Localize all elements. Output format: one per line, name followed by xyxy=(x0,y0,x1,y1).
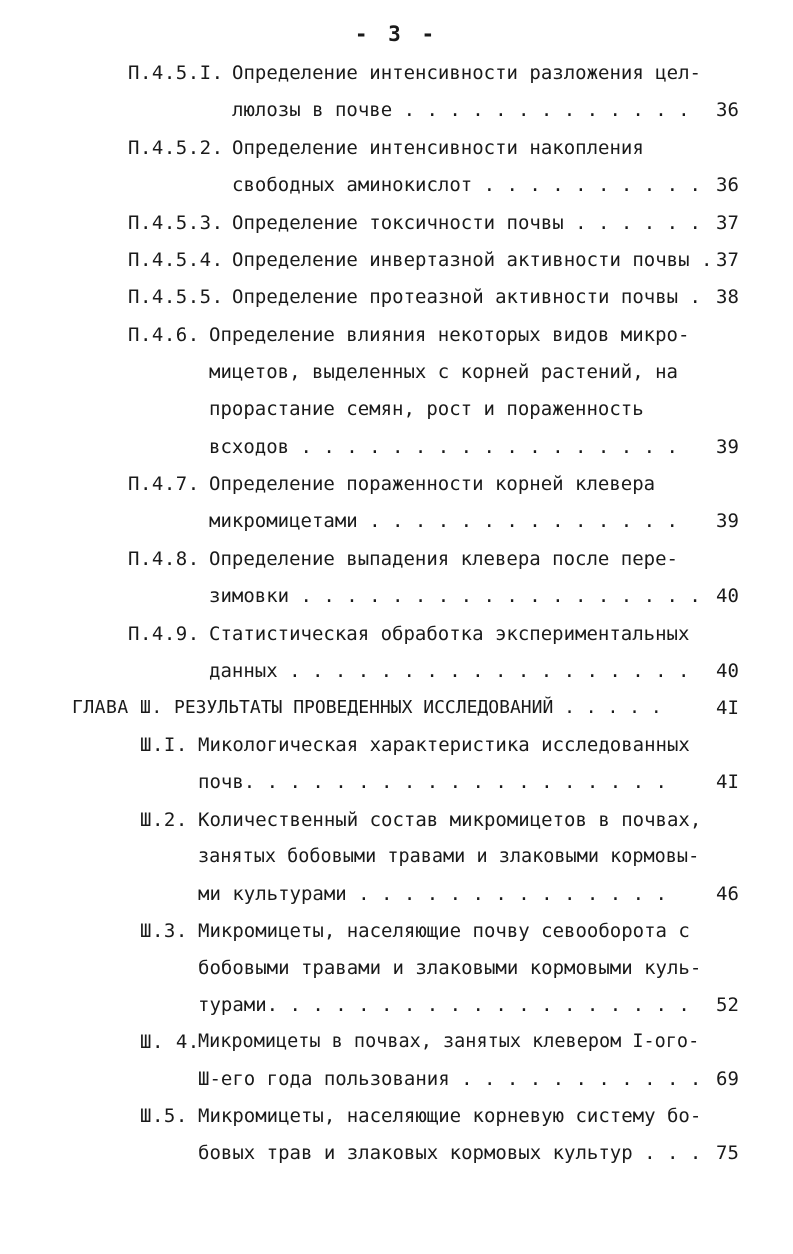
toc-text-line: Определение интенсивности накопления xyxy=(232,137,644,159)
toc-text-line: мицетов, выделенных с корней растений, на xyxy=(209,361,678,383)
toc-page-number: 4I xyxy=(716,697,739,719)
toc-text-line: Статистическая обработка экспериментальных xyxy=(209,623,690,645)
toc-code: П.4.5.I. xyxy=(128,62,224,84)
toc-text-line: Количественный состав микромицетов в почвах, xyxy=(198,809,702,831)
toc-code: П.4.5.2. xyxy=(128,137,224,159)
toc-page-number: 46 xyxy=(716,883,739,905)
chapter-code: ГЛАВА Ш. xyxy=(72,697,163,718)
toc-text-line: бобовыми травами и злаковыми кормовыми куль- xyxy=(198,957,702,979)
toc-code: Ш. 4. xyxy=(140,1031,200,1053)
toc-text-line: Определение токсичности почвы . . . . . . xyxy=(232,212,701,234)
toc-text-line: турами. . . . . . . . . . . . . . . . . . . xyxy=(198,994,690,1016)
toc-code: Ш.3. xyxy=(140,920,188,942)
toc-text-line: зимовки . . . . . . . . . . . . . . . . . . xyxy=(209,585,701,607)
toc-text-line: данных . . . . . . . . . . . . . . . . . . xyxy=(209,660,690,682)
toc-text-line: всходов . . . . . . . . . . . . . . . . . xyxy=(209,436,678,458)
toc-text-line: Определение выпадения клевера после пере- xyxy=(209,548,678,570)
toc-code: Ш.5. xyxy=(140,1105,188,1127)
toc-text-line: Микромицеты, населяющие корневую систему бо- xyxy=(198,1105,702,1127)
toc-code: П.4.5.5. xyxy=(128,286,224,308)
toc-code: П.4.7. xyxy=(128,473,200,495)
toc-page-number: 69 xyxy=(716,1068,739,1090)
chapter-title: РЕЗУЛЬТАТЫ ПРОВЕДЕННЫХ ИССЛЕДОВАНИЙ . . . . . xyxy=(174,697,662,718)
toc-text-line: занятых бобовыми травами и злаковыми кормовы- xyxy=(198,846,700,867)
toc-page-number: 39 xyxy=(716,436,739,458)
toc-page-number: 39 xyxy=(716,510,739,532)
toc-text-line: Определение интенсивности разложения цел- xyxy=(232,62,701,84)
toc-text-line: Определение протеазной активности почвы . xyxy=(232,286,701,308)
toc-text-line: Определение влияния некоторых видов микро- xyxy=(209,324,690,346)
toc-text-line: Микологическая характеристика исследованных xyxy=(198,734,690,756)
toc-code: П.4.6. xyxy=(128,324,200,346)
toc-text-line: почв. . . . . . . . . . . . . . . . . . . xyxy=(198,771,667,793)
toc-text-line: микромицетами . . . . . . . . . . . . . . xyxy=(209,510,678,532)
toc-page-number: 52 xyxy=(716,994,739,1016)
toc-page-number: 37 xyxy=(716,212,739,234)
toc-page-number: 40 xyxy=(716,660,739,682)
page-number: - 3 - xyxy=(354,22,439,46)
toc-code: Ш.I. xyxy=(140,734,188,756)
toc-text-line: Микромицеты, населяющие почву севооборота с xyxy=(198,920,690,942)
toc-text-line: свободных аминокислот . . . . . . . . . . xyxy=(232,174,701,196)
toc-text-line: Определение пораженности корней клевера xyxy=(209,473,656,495)
toc-text-line: Ш-его года пользования . . . . . . . . . . . xyxy=(198,1068,702,1090)
toc-text-line: люлозы в почве . . . . . . . . . . . . . xyxy=(232,99,690,121)
toc-text-line: Определение инвертазной активности почвы . xyxy=(232,249,713,271)
toc-code: Ш.2. xyxy=(140,809,188,831)
toc-page-number: 37 xyxy=(716,249,739,271)
toc-page-number: 38 xyxy=(716,286,739,308)
toc-text-line: прорастание семян, рост и пораженность xyxy=(209,398,644,420)
toc-code: П.4.9. xyxy=(128,623,200,645)
toc-page-number: 36 xyxy=(716,99,739,121)
toc-page-number: 36 xyxy=(716,174,739,196)
toc-page-number: 4I xyxy=(716,771,739,793)
toc-text-line: ми культурами . . . . . . . . . . . . . . xyxy=(198,883,667,905)
toc-page-number: 75 xyxy=(716,1142,739,1164)
toc-page-number: 40 xyxy=(716,585,739,607)
toc-code: П.4.5.3. xyxy=(128,212,224,234)
toc-code: П.4.5.4. xyxy=(128,249,224,271)
toc-text-line: бовых трав и злаковых кормовых культур . . . xyxy=(198,1142,702,1164)
toc-text-line: Микромицеты в почвах, занятых клевером I-ого- xyxy=(198,1031,700,1052)
toc-code: П.4.8. xyxy=(128,548,200,570)
